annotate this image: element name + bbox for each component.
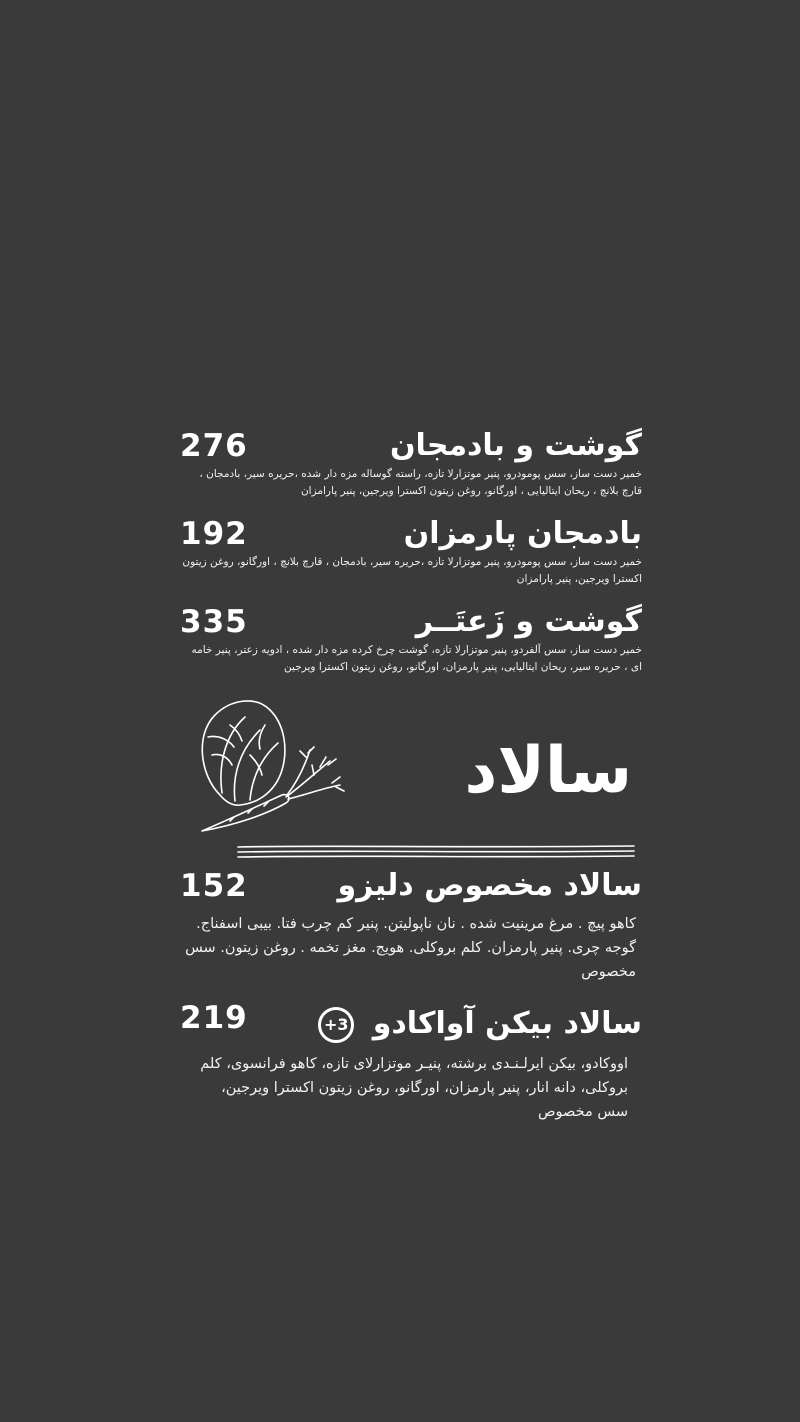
- lettuce-carrot-icon: [190, 695, 350, 835]
- menu-item-meat-zaatar: [180, 604, 642, 676]
- item-title: گوشت و زَعتَــر: [415, 604, 642, 639]
- item-price: 152: [180, 868, 248, 904]
- spice-level-badge: +3: [318, 1007, 354, 1043]
- item-description: خمیر دست ساز، سس آلفردو، پنیر موتزارلا تازه، گوشت چرخ کرده مزه دار شده ، ادویه زعتر، پنیر خامه ای ، حریره سیر، ریحان ایتالیایی، پنیر پارمزان، اورگانو، روغن زیتون اکسترا ویرجین: [191, 644, 642, 673]
- section-title-salad: سالاد: [464, 734, 632, 808]
- item-price: 276: [180, 428, 248, 464]
- item-description: اووکادو، بیکن ایرلـنـدی برشته، پنیـر موتزارلای تازه، کاهو فرانسوی، کلم بروکلی، دانه انار، پنیر پارمزان، اورگانو، روغن زیتون اکسترا ویرجین، سس مخصوص: [200, 1056, 628, 1120]
- item-price: 192: [180, 516, 248, 552]
- menu-item-meat-eggplant: [180, 428, 642, 500]
- item-description: کاهو پیچ . مرغ مرینیت شده . نان ناپولیتن. پنیر کم چرب فتا. بیبی اسفناج. گوجه چری. پنیر پارمزان. کلم بروکلی. هویج. مغز تخمه . روغن زیتون. سس مخصوص: [185, 916, 636, 980]
- section-divider: [236, 842, 636, 862]
- item-title: [318, 1006, 642, 1043]
- item-title: سالاد مخصوص دلیزو: [337, 868, 642, 903]
- item-description: خمیر دست ساز، سس پومودرو، پنیر موتزارلا تازه ،حریره سیر، بادمجان ، قارچ بلانچ ، اورگانو، روغن زیتون اکسترا ویرجین، پنیر پارامزان: [182, 556, 642, 585]
- item-price: 219: [180, 1000, 248, 1036]
- item-title-text: سالاد بیکن آواکادو: [372, 1006, 642, 1041]
- item-title: گوشت و بادمجان: [389, 428, 642, 463]
- menu-item-eggplant-parmesan: [180, 516, 642, 588]
- item-title: بادمجان پارمزان: [403, 516, 642, 551]
- menu-item-delizo-salad: [180, 868, 642, 984]
- item-description: خمیر دست ساز، سس پومودرو، پنیر موتزارلا تازه، راسته گوساله مزه دار شده ،حریره سیر، بادمجان ، قارچ بلانچ ، ریحان ایتالیایی ، اورگانو، روغن زیتون اکسترا ویرجین، پنیر پارامزان: [199, 468, 642, 497]
- menu-item-bacon-avocado-salad: [180, 1000, 642, 1124]
- item-price: 335: [180, 604, 248, 640]
